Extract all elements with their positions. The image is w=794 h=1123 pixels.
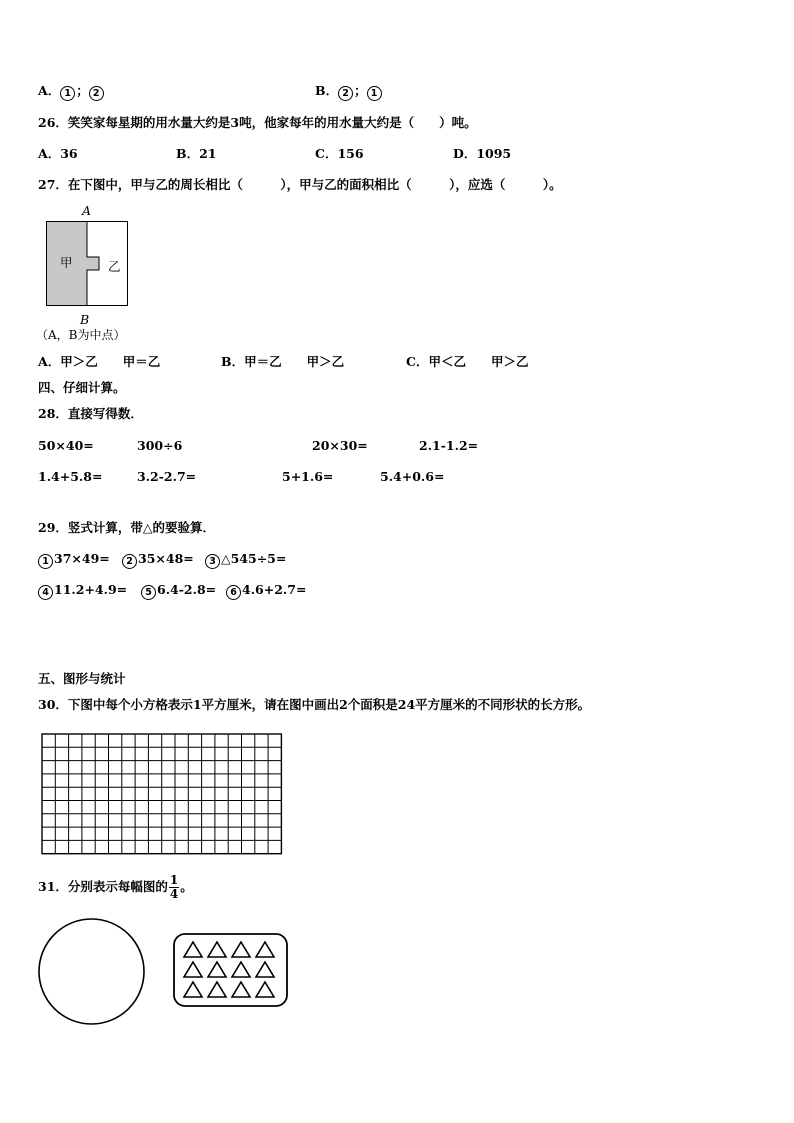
figure-label-jia: 甲 bbox=[60, 255, 73, 270]
circled-number: 1 bbox=[38, 554, 53, 569]
q26-option-b[interactable]: B．21 bbox=[176, 146, 217, 161]
q27-question: 27．在下图中，甲与乙的周长相比（ ），甲与乙的面积相比（ ），应选（ ）。 bbox=[38, 177, 562, 192]
q27-option-b[interactable]: B．甲＝乙 甲＞乙 bbox=[221, 354, 345, 369]
q28-item: 300÷6 bbox=[137, 438, 183, 453]
circled-number: 4 bbox=[38, 585, 53, 600]
q28-item: 5.4+0.6= bbox=[380, 469, 445, 484]
circle-figure[interactable] bbox=[38, 918, 146, 1026]
circled-number: 3 bbox=[205, 554, 220, 569]
q29-item: 5 6.4-2.8= bbox=[141, 582, 216, 600]
q28-item: 2.1-1.2= bbox=[419, 438, 479, 453]
fraction-one-quarter: $\frac{1}{4}$ bbox=[169, 873, 179, 901]
region-jia-shaded bbox=[47, 222, 100, 306]
circled-number-2: 2 bbox=[338, 86, 353, 101]
q27-option-c[interactable]: C．甲＜乙 甲＞乙 bbox=[406, 354, 529, 369]
circled-number-1: 1 bbox=[367, 86, 382, 101]
figure-label-a: A bbox=[82, 203, 92, 218]
section-5-title: 五、图形与统计 bbox=[38, 671, 126, 686]
section-4-title: 四、仔细计算。 bbox=[38, 380, 126, 395]
q26-option-a[interactable]: A．36 bbox=[38, 146, 78, 161]
q29-item: 2 35×48= bbox=[122, 551, 194, 569]
circled-number-1: 1 bbox=[60, 86, 75, 101]
triangle-box-figure[interactable] bbox=[173, 933, 288, 1007]
q29-item: 1 37×49= bbox=[38, 551, 110, 569]
q25-option-a[interactable]: A． 1 ； 2 bbox=[38, 83, 105, 101]
q27-option-a[interactable]: A．甲＞乙 甲＝乙 bbox=[38, 354, 161, 369]
q29-title: 29．竖式计算，带△的要验算． bbox=[38, 520, 216, 535]
q25-option-b[interactable]: B． 2 ； 1 bbox=[315, 83, 383, 101]
circled-number: 5 bbox=[141, 585, 156, 600]
q28-item: 5+1.6= bbox=[282, 469, 334, 484]
figure-note: （A，B为中点） bbox=[36, 328, 126, 342]
q30-question: 30．下图中每个小方格表示1平方厘米，请在图中画出2个面积是24平方厘米的不同形状的长方形。 bbox=[38, 697, 591, 712]
circled-number: 6 bbox=[226, 585, 241, 600]
q29-item: 3 △545÷5= bbox=[205, 551, 286, 569]
q28-item: 1.4+5.8= bbox=[38, 469, 103, 484]
circled-number-2: 2 bbox=[89, 86, 104, 101]
square-grid[interactable] bbox=[41, 733, 283, 856]
q28-title: 28．直接写得数． bbox=[38, 406, 143, 421]
q26-option-c[interactable]: C．156 bbox=[315, 146, 364, 161]
q26-option-d[interactable]: D．1095 bbox=[453, 146, 512, 161]
figure-label-yi: 乙 bbox=[108, 259, 121, 274]
q29-item: 4 11.2+4.9= bbox=[38, 582, 127, 600]
circled-number: 2 bbox=[122, 554, 137, 569]
q28-item: 3.2-2.7= bbox=[137, 469, 197, 484]
q28-item: 20×30= bbox=[312, 438, 368, 453]
q29-item: 6 4.6+2.7= bbox=[226, 582, 306, 600]
q26-question: 26．笑笑家每星期的用水量大约是3吨，他家每年的用水量大约是（ ）吨。 bbox=[38, 115, 477, 130]
figure-label-b: B bbox=[80, 312, 90, 327]
q28-item: 50×40= bbox=[38, 438, 94, 453]
q31-question: 31．分别表示每幅图的 $\frac{1}{4}$ 。 bbox=[38, 873, 193, 901]
